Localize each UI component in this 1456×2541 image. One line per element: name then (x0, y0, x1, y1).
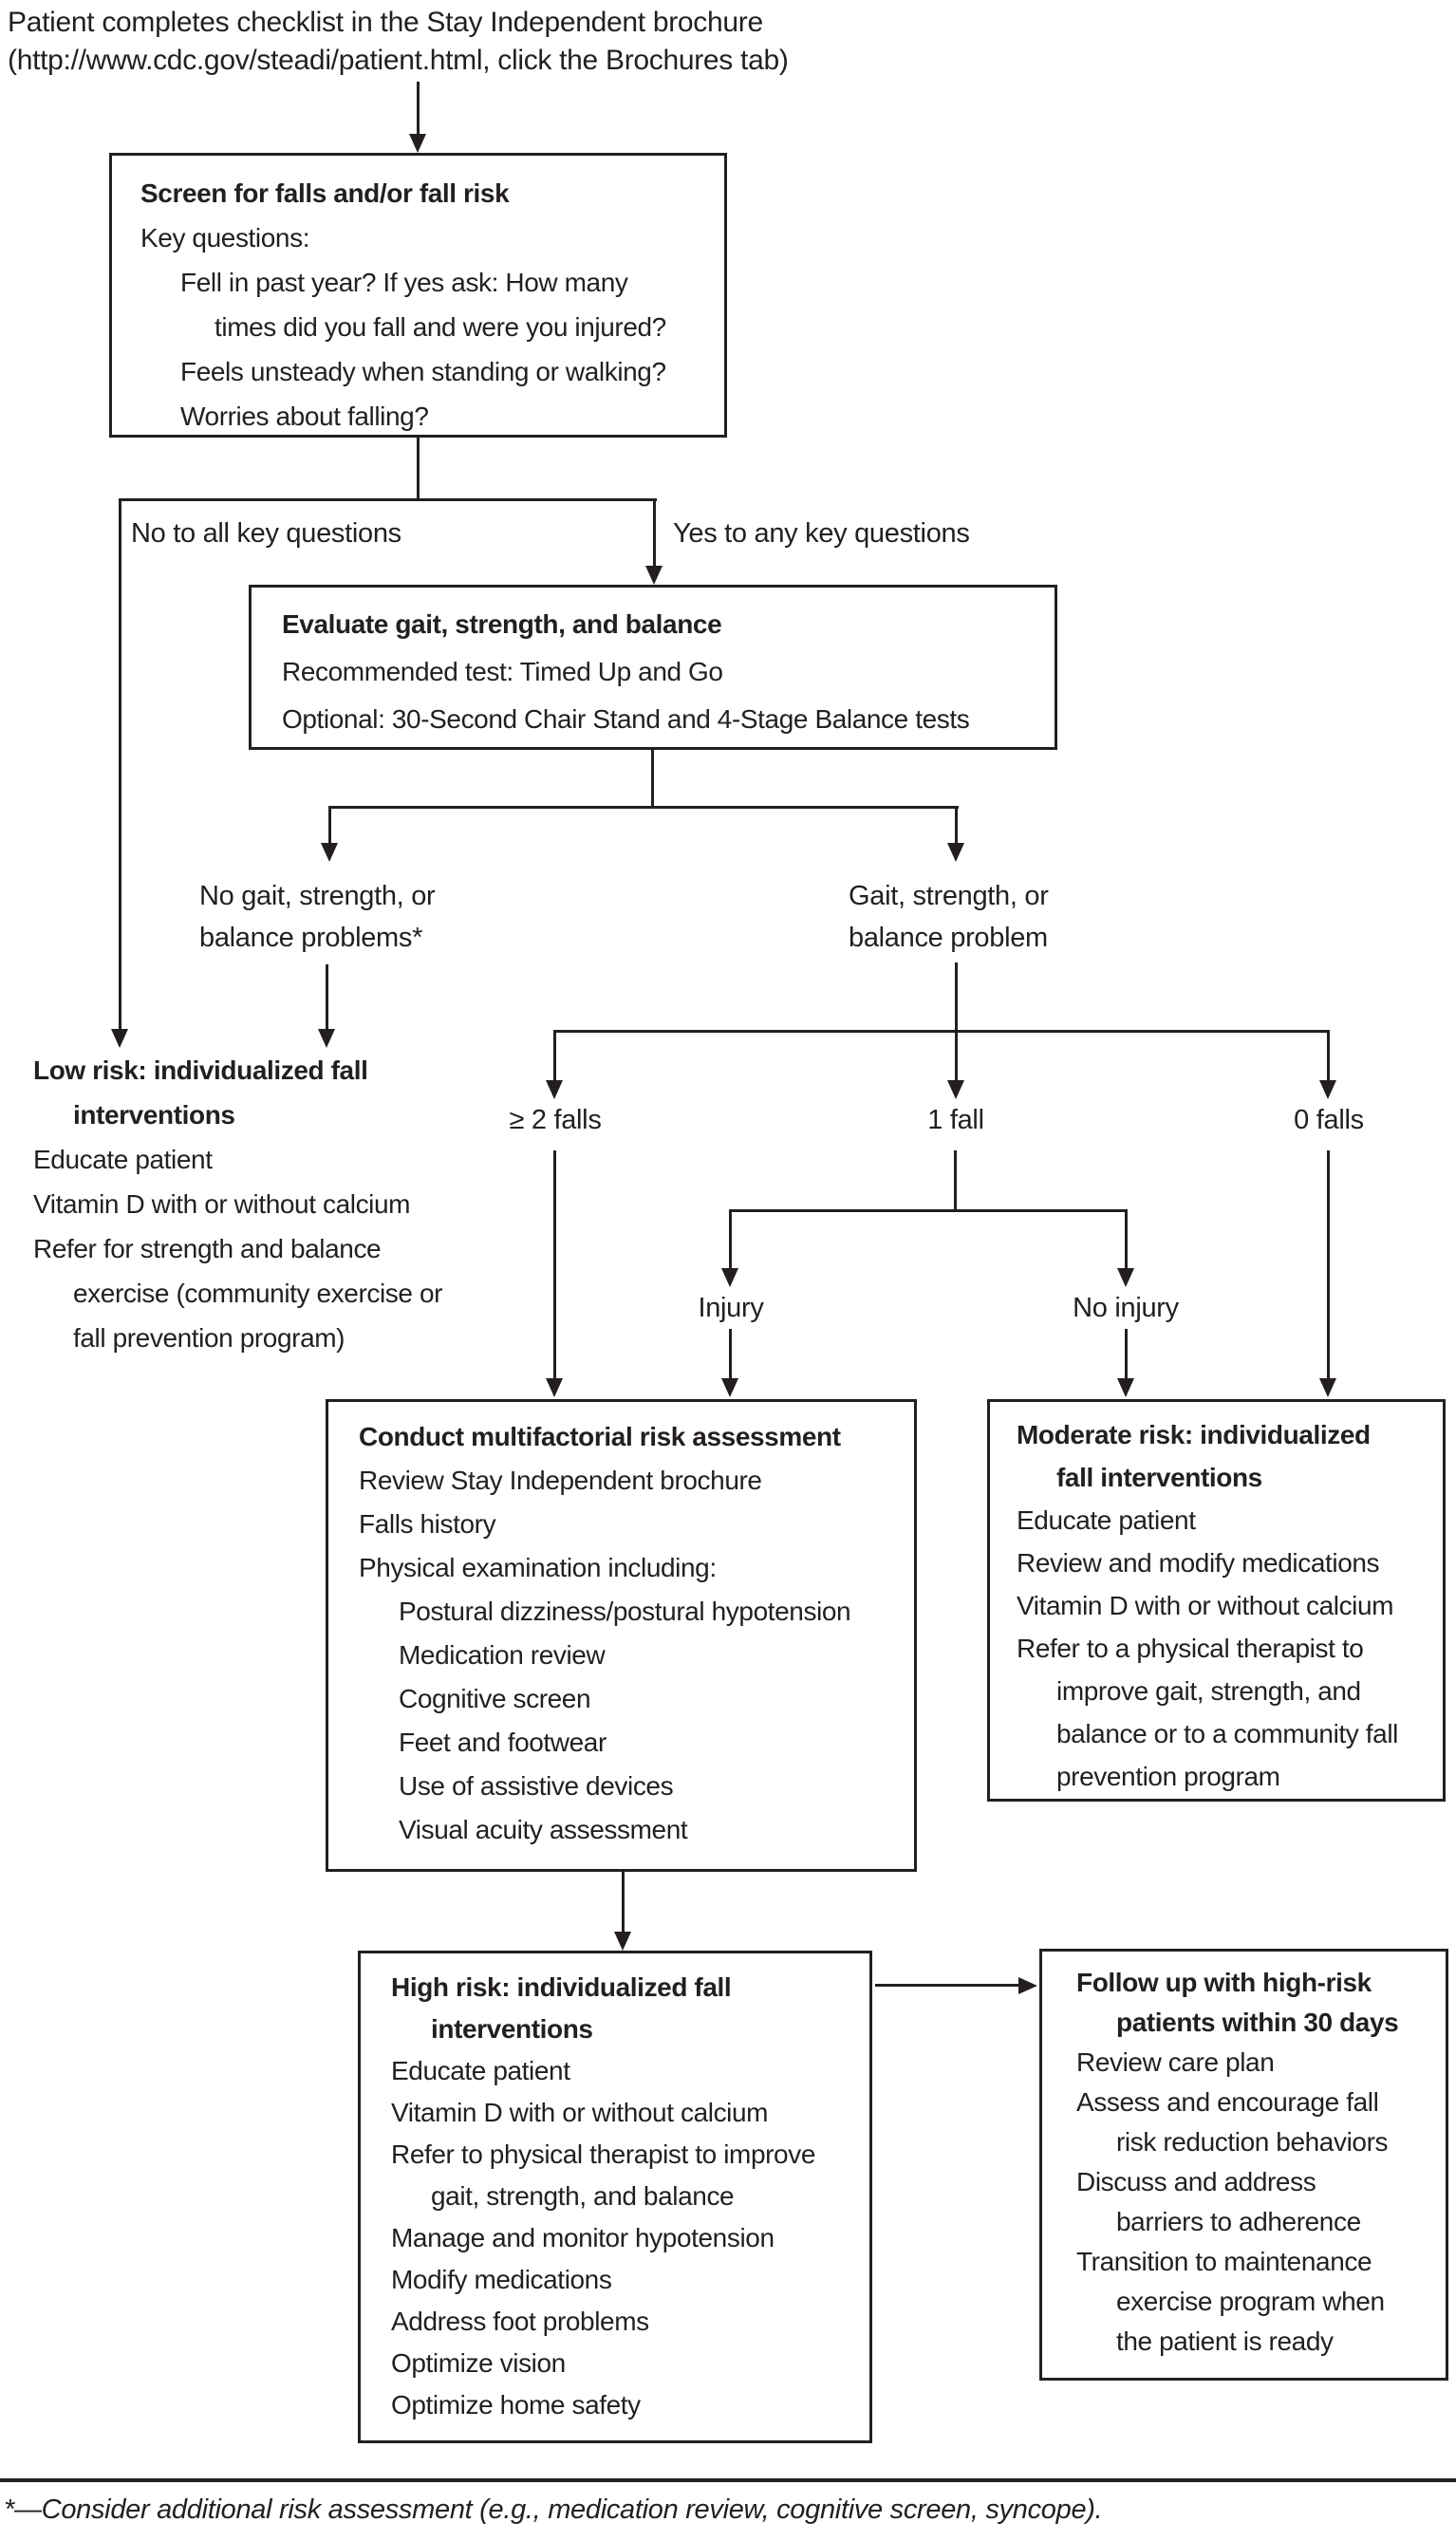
label-no-injury: No injury (1073, 1293, 1179, 1323)
text-line: Screen for falls and/or fall risk (140, 178, 510, 208)
text-line: Modify medications (391, 2265, 612, 2294)
arrowhead-injury-to-conduct (721, 1378, 738, 1397)
connector-no-gait-drop (328, 806, 331, 843)
arrowhead-falls0-to-moderate (1319, 1378, 1336, 1397)
connector-screen-down (417, 438, 420, 498)
connector-no-injury-to-moderate (1125, 1329, 1128, 1378)
text-line: Key questions: (140, 223, 310, 252)
text-line: Feels unsteady when standing or walking? (180, 357, 666, 386)
text-line: Worries about falling? (180, 402, 429, 431)
text-line: Medication review (399, 1640, 606, 1670)
arrowhead-no-gait (321, 843, 338, 862)
connector-falls0-drop (1327, 1030, 1330, 1080)
text-line: Recommended test: Timed Up and Go (282, 657, 723, 686)
text-line: interventions (431, 2014, 593, 2044)
connector-intro-screen (417, 82, 420, 136)
text-line: Transition to maintenance (1076, 2247, 1372, 2276)
text-line: Refer for strength and balance (33, 1234, 382, 1263)
connector-injury-split (731, 1209, 1128, 1212)
text-line: Review care plan (1076, 2047, 1275, 2077)
text-line: fall interventions (1056, 1463, 1262, 1492)
arrowhead-no-injury (1117, 1268, 1134, 1287)
text-line: Educate patient (391, 2056, 570, 2085)
text-line: Assess and encourage fall (1076, 2087, 1379, 2117)
connector-gait-drop (955, 806, 958, 843)
followup-box (1039, 1949, 1448, 2381)
text-line: the patient is ready (1116, 2326, 1334, 2356)
text-line: Conduct multifactorial risk assessment (359, 1422, 841, 1451)
moderate-risk-box (987, 1399, 1446, 1802)
label-gait-problem (849, 875, 1049, 959)
text-line: Address foot problems (391, 2307, 649, 2336)
text-line: Vitamin D with or without calcium (1017, 1591, 1394, 1620)
text-line: Moderate risk: individualized (1017, 1420, 1371, 1449)
label-no-gait-line2: balance problems* (199, 923, 423, 953)
text-line: exercise (community exercise or (73, 1279, 443, 1308)
label-0-falls: 0 falls (1294, 1105, 1364, 1135)
label-no-gait-problems (199, 875, 435, 959)
connector-injury-to-conduct (729, 1329, 732, 1378)
footnote-text: *—Consider additional risk assessment (e.g., medication review, cognitive screen, syncope). (4, 2494, 1103, 2525)
connector-conduct-to-high (622, 1872, 625, 1932)
text-line: Review and modify medications (1017, 1548, 1380, 1578)
text-line: Educate patient (33, 1145, 213, 1174)
text-line: balance or to a community fall (1056, 1719, 1398, 1748)
text-line: Refer to physical therapist to improve (391, 2139, 816, 2169)
connector-falls1-drop (955, 1030, 958, 1080)
text-line: High risk: individualized fall (391, 1972, 732, 2002)
label-no-all-key-questions: No to all key questions (131, 518, 401, 549)
text-line: interventions (73, 1100, 235, 1130)
label-no-gait-line1: No gait, strength, or (199, 881, 436, 911)
text-line: Optimize home safety (391, 2390, 641, 2420)
screen-box (109, 153, 727, 438)
arrowhead-falls2-to-conduct (546, 1378, 563, 1397)
connector-evaluate-down (651, 750, 654, 806)
label-2-or-more-falls: ≥ 2 falls (509, 1105, 602, 1135)
arrowhead-gait (947, 843, 964, 862)
connector-falls0-to-moderate (1327, 1150, 1330, 1378)
label-injury: Injury (698, 1293, 764, 1323)
low-risk-block (33, 1048, 442, 1360)
arrowhead-conduct-to-high (614, 1932, 631, 1951)
text-line: Optional: 30-Second Chair Stand and 4-Stage Balance tests (282, 704, 970, 734)
text-line: Follow up with high-risk (1076, 1968, 1372, 1997)
text-line: improve gait, strength, and (1056, 1676, 1361, 1706)
connector-split-top (120, 498, 657, 501)
text-line: fall prevention program) (73, 1323, 345, 1353)
text-line: gait, strength, and balance (431, 2181, 735, 2211)
footnote-rule (0, 2478, 1456, 2482)
label-1-fall: 1 fall (927, 1105, 984, 1135)
arrowhead-injury (721, 1268, 738, 1287)
text-line: times did you fall and were you injured? (215, 312, 666, 342)
connector-gait-to-falls (955, 962, 958, 1030)
connector-high-to-followup (875, 1984, 1018, 1987)
text-line: Use of assistive devices (399, 1771, 674, 1801)
text-line: Physical examination including: (359, 1553, 717, 1582)
text-line: patients within 30 days (1116, 2008, 1399, 2037)
text-line: prevention program (1056, 1762, 1280, 1791)
text-line: Feet and footwear (399, 1728, 607, 1757)
text-line: barriers to adherence (1116, 2207, 1361, 2236)
arrowhead-no-gait-to-lowrisk (318, 1029, 335, 1048)
connector-falls2-to-conduct (553, 1150, 556, 1378)
arrowhead-no-branch (111, 1029, 128, 1048)
text-line: Discuss and address (1076, 2167, 1316, 2196)
text-line: Evaluate gait, strength, and balance (282, 609, 722, 639)
arrowhead-yes-branch (645, 566, 663, 585)
label-gait-line1: Gait, strength, or (849, 881, 1049, 911)
text-line: Educate patient (1017, 1505, 1196, 1535)
label-gait-line2: balance problem (849, 923, 1048, 953)
arrowhead-no-injury-to-moderate (1117, 1378, 1134, 1397)
connector-falls-split (554, 1030, 1330, 1033)
text-line: risk reduction behaviors (1116, 2127, 1389, 2157)
evaluate-box (249, 585, 1057, 750)
connector-falls2-drop (553, 1030, 556, 1080)
high-risk-box (358, 1951, 872, 2443)
label-yes-any-key-questions: Yes to any key questions (673, 518, 970, 549)
text-line: Vitamin D with or without calcium (33, 1189, 411, 1219)
text-line: Manage and monitor hypotension (391, 2223, 775, 2252)
arrowhead-falls0 (1319, 1080, 1336, 1099)
intro-note (8, 4, 789, 80)
text-line: Low risk: individualized fall (33, 1056, 368, 1085)
text-line: Vitamin D with or without calcium (391, 2098, 769, 2127)
connector-yes-branch (653, 498, 656, 568)
intro-line-2: (http://www.cdc.gov/steadi/patient.html, click the Brochures tab) (8, 45, 789, 76)
text-line: Refer to a physical therapist to (1017, 1634, 1364, 1663)
connector-injury-drop (729, 1209, 732, 1268)
connector-no-gait-to-lowrisk (326, 964, 328, 1029)
text-line: Falls history (359, 1509, 496, 1539)
arrowhead-falls1 (947, 1080, 964, 1099)
arrowhead-high-to-followup (1018, 1977, 1037, 1994)
text-line: exercise program when (1116, 2287, 1385, 2316)
arrowhead-intro-screen (409, 134, 426, 153)
arrowhead-falls2 (546, 1080, 563, 1099)
intro-line-1: Patient completes checklist in the Stay Independent brochure (8, 7, 763, 38)
text-line: Postural dizziness/postural hypotension (399, 1597, 851, 1626)
connector-no-branch (119, 498, 121, 1029)
connector-gait-split (329, 806, 959, 809)
text-line: Optimize vision (391, 2348, 566, 2378)
connector-1fall-down (954, 1150, 957, 1209)
conduct-risk-assessment-box (326, 1399, 917, 1872)
text-line: Fell in past year? If yes ask: How many (180, 268, 628, 297)
text-line: Cognitive screen (399, 1684, 591, 1713)
connector-no-injury-drop (1125, 1209, 1128, 1268)
text-line: Review Stay Independent brochure (359, 1466, 762, 1495)
text-line: Visual acuity assessment (399, 1815, 688, 1844)
